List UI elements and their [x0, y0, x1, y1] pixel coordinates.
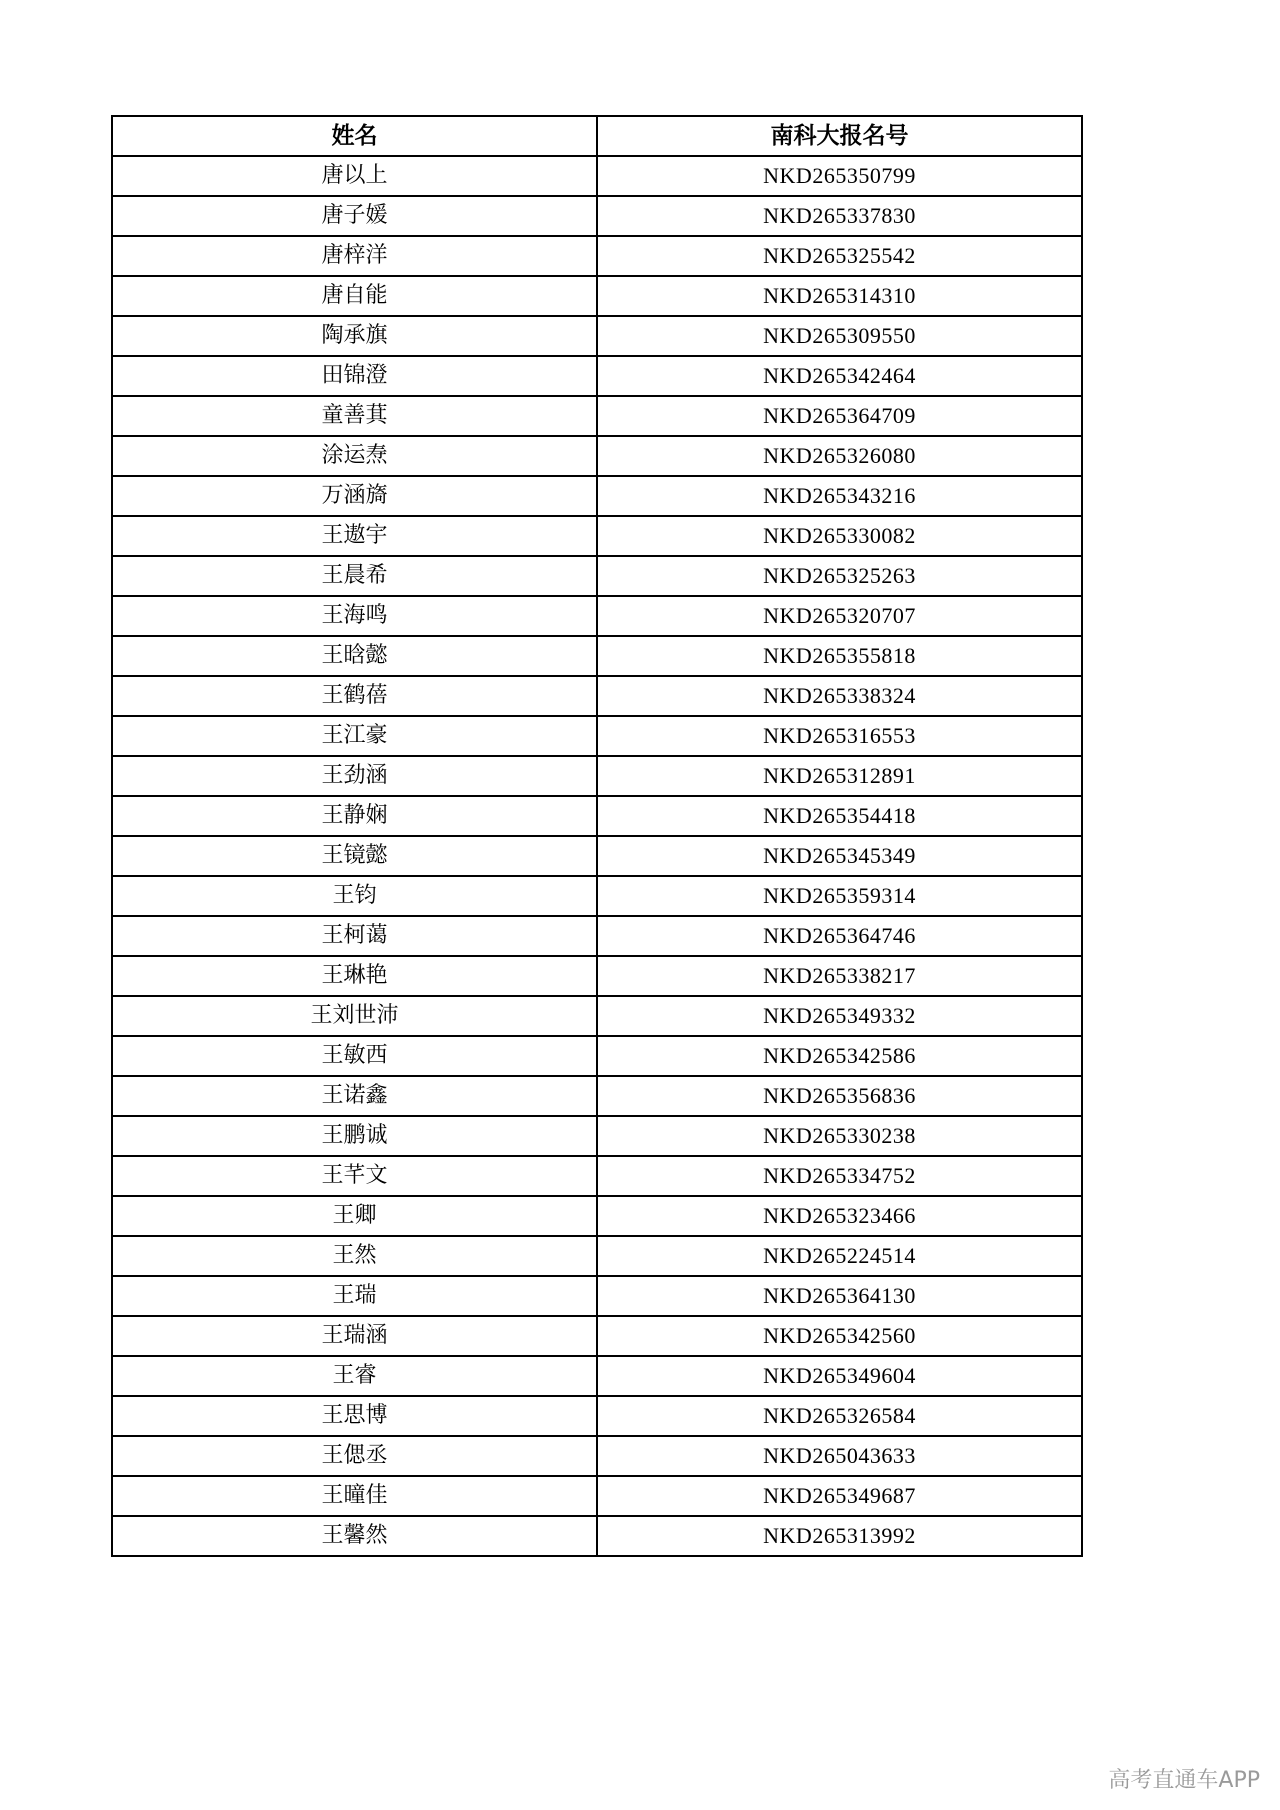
registration-number-cell: NKD265342586 — [597, 1036, 1082, 1076]
registration-number-cell: NKD265326584 — [597, 1396, 1082, 1436]
student-name-cell: 王鹏诚 — [112, 1116, 597, 1156]
table-row — [112, 236, 1082, 276]
table-row — [112, 436, 1082, 476]
registration-number-cell: NKD265309550 — [597, 316, 1082, 356]
column-header-name: 姓名 — [112, 116, 597, 156]
registration-number-cell: NKD265349332 — [597, 996, 1082, 1036]
table-body — [112, 156, 1082, 1556]
column-header-registration-number: 南科大报名号 — [597, 116, 1082, 156]
registration-number-cell: NKD265313992 — [597, 1516, 1082, 1556]
table-header-row — [112, 116, 1082, 156]
student-name-cell: 王劲涵 — [112, 756, 597, 796]
table-row — [112, 756, 1082, 796]
student-name-cell: 王馨然 — [112, 1516, 597, 1556]
table-row — [112, 196, 1082, 236]
registration-number-cell: NKD265312891 — [597, 756, 1082, 796]
student-name-cell: 王然 — [112, 1236, 597, 1276]
student-name-cell: 唐以上 — [112, 156, 597, 196]
table-row — [112, 596, 1082, 636]
student-name-cell: 王芊文 — [112, 1156, 597, 1196]
registration-number-cell: NKD265349687 — [597, 1476, 1082, 1516]
table-row — [112, 796, 1082, 836]
table-row — [112, 1356, 1082, 1396]
roster-table — [111, 115, 1083, 1557]
table-row — [112, 1116, 1082, 1156]
registration-number-cell: NKD265326080 — [597, 436, 1082, 476]
table-row — [112, 556, 1082, 596]
student-name-cell: 万涵旖 — [112, 476, 597, 516]
registration-number-cell: NKD265355818 — [597, 636, 1082, 676]
registration-number-cell: NKD265338324 — [597, 676, 1082, 716]
student-name-cell: 王遨宇 — [112, 516, 597, 556]
student-name-cell: 王晗懿 — [112, 636, 597, 676]
table-row — [112, 1316, 1082, 1356]
student-name-cell: 王静娴 — [112, 796, 597, 836]
registration-number-cell: NKD265356836 — [597, 1076, 1082, 1116]
table-row — [112, 1276, 1082, 1316]
registration-number-cell: NKD265325263 — [597, 556, 1082, 596]
student-name-cell: 王鹤蓓 — [112, 676, 597, 716]
table-row — [112, 356, 1082, 396]
table-row — [112, 396, 1082, 436]
registration-number-cell: NKD265359314 — [597, 876, 1082, 916]
table-row — [112, 1396, 1082, 1436]
student-name-cell: 王卿 — [112, 1196, 597, 1236]
table-row — [112, 956, 1082, 996]
registration-number-cell: NKD265364709 — [597, 396, 1082, 436]
student-name-cell: 王思博 — [112, 1396, 597, 1436]
registration-number-cell: NKD265316553 — [597, 716, 1082, 756]
table-row — [112, 1516, 1082, 1556]
table-row — [112, 636, 1082, 676]
student-name-cell: 王偲丞 — [112, 1436, 597, 1476]
registration-number-cell: NKD265337830 — [597, 196, 1082, 236]
registration-number-cell: NKD265342464 — [597, 356, 1082, 396]
table-row — [112, 1076, 1082, 1116]
table-row — [112, 516, 1082, 556]
student-name-cell: 唐子媛 — [112, 196, 597, 236]
registration-number-cell: NKD265364746 — [597, 916, 1082, 956]
table-row — [112, 156, 1082, 196]
registration-number-cell: NKD265349604 — [597, 1356, 1082, 1396]
table-row — [112, 476, 1082, 516]
table-row — [112, 1236, 1082, 1276]
watermark-text: 高考直通车APP — [1108, 1768, 1260, 1793]
table-row — [112, 716, 1082, 756]
student-name-cell: 王柯蔼 — [112, 916, 597, 956]
student-name-cell: 田锦澄 — [112, 356, 597, 396]
registration-number-cell: NKD265342560 — [597, 1316, 1082, 1356]
student-name-cell: 王瑞 — [112, 1276, 597, 1316]
registration-number-cell: NKD265364130 — [597, 1276, 1082, 1316]
table-row — [112, 1196, 1082, 1236]
student-name-cell: 王晨希 — [112, 556, 597, 596]
table-row — [112, 1476, 1082, 1516]
registration-number-cell: NKD265345349 — [597, 836, 1082, 876]
student-name-cell: 王海鸣 — [112, 596, 597, 636]
registration-number-cell: NKD265354418 — [597, 796, 1082, 836]
registration-number-cell: NKD265224514 — [597, 1236, 1082, 1276]
student-name-cell: 唐自能 — [112, 276, 597, 316]
registration-number-cell: NKD265325542 — [597, 236, 1082, 276]
student-name-cell: 王镜懿 — [112, 836, 597, 876]
registration-number-cell: NKD265338217 — [597, 956, 1082, 996]
student-name-cell: 王钧 — [112, 876, 597, 916]
registration-number-cell: NKD265350799 — [597, 156, 1082, 196]
registration-number-cell: NKD265043633 — [597, 1436, 1082, 1476]
student-name-cell: 王敏西 — [112, 1036, 597, 1076]
student-name-cell: 王诺鑫 — [112, 1076, 597, 1116]
table-row — [112, 836, 1082, 876]
table-row — [112, 316, 1082, 356]
student-name-cell: 王江豪 — [112, 716, 597, 756]
table-row — [112, 276, 1082, 316]
table-row — [112, 1156, 1082, 1196]
registration-number-cell: NKD265343216 — [597, 476, 1082, 516]
table-row — [112, 676, 1082, 716]
table-row — [112, 876, 1082, 916]
registration-number-cell: NKD265334752 — [597, 1156, 1082, 1196]
registration-number-cell: NKD265330238 — [597, 1116, 1082, 1156]
student-name-cell: 王刘世沛 — [112, 996, 597, 1036]
registration-number-cell: NKD265323466 — [597, 1196, 1082, 1236]
student-name-cell: 童善萁 — [112, 396, 597, 436]
registration-number-cell: NKD265320707 — [597, 596, 1082, 636]
table-row — [112, 916, 1082, 956]
student-name-cell: 唐梓洋 — [112, 236, 597, 276]
student-name-cell: 王睿 — [112, 1356, 597, 1396]
student-name-cell: 陶承旗 — [112, 316, 597, 356]
student-name-cell: 王琳艳 — [112, 956, 597, 996]
student-name-cell: 涂运焘 — [112, 436, 597, 476]
table-row — [112, 996, 1082, 1036]
registration-number-cell: NKD265330082 — [597, 516, 1082, 556]
table-row — [112, 1436, 1082, 1476]
table-row — [112, 1036, 1082, 1076]
student-name-cell: 王瑞涵 — [112, 1316, 597, 1356]
student-name-cell: 王曈佳 — [112, 1476, 597, 1516]
registration-number-cell: NKD265314310 — [597, 276, 1082, 316]
